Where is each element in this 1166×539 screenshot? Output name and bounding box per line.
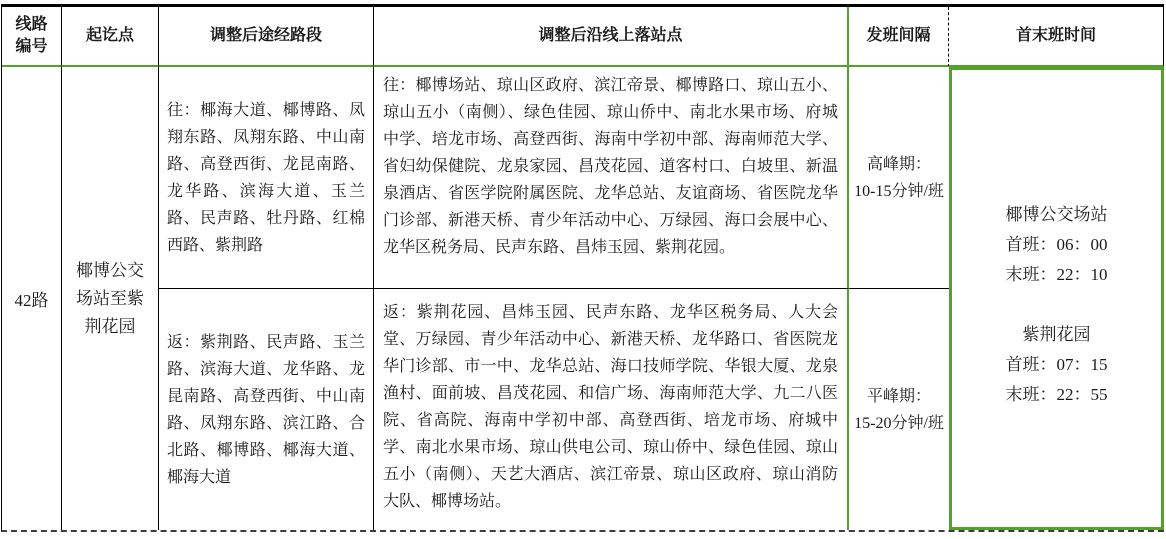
- outbound-stops-text: 往：椰博场站、琼山区政府、滨江帝景、椰博路口、琼山五小、琼山五小（南侧）、绿色佳园、琼山侨中、南北水果市场、府城中学、培龙市场、高登西街、海南中学初中部、海南师范大学、省妇幼保健院、龙泉家园、昌茂花园、道客村口、白坡里、新温泉酒店、省医学院附属医院、龙华总站、友谊商场、省医院龙华门诊部、新港天桥、青少年活动中心、万绿园、海口会展中心、龙华区税务局、民声东路、昌炜玉园、紫荆花园。: [383, 77, 838, 256]
- return-segments-text: 返：紫荆路、民声路、玉兰路、滨海大道、龙华路、龙昆南路、高登西街、中山南路、凤翔东路、滨江路、合北路、椰博路、椰海大道、椰海大道: [167, 333, 365, 486]
- cell-first-last-times: [949, 67, 1164, 530]
- cell-return-stops: [374, 289, 849, 530]
- header-departure-interval: 发班间隔: [849, 7, 949, 67]
- cell-endpoints: 椰博公交场站至紫荆花园: [62, 67, 159, 530]
- cell-return-segments: [159, 289, 374, 530]
- cell-offpeak-interval: [849, 289, 949, 530]
- offpeak-interval-value: 15-20分钟/班: [854, 414, 944, 432]
- terminal-2-schedule: [1006, 320, 1108, 410]
- terminal-2-name: 紫荆花园: [1022, 324, 1091, 344]
- header-first-last-times: 首末班时间: [949, 7, 1164, 67]
- peak-interval-value: 10-15分钟/班: [854, 182, 944, 200]
- outbound-segments-text: 往：椰海大道、椰博路、凤翔东路、凤翔东路、中山南路、高登西街、龙昆南路、龙华路、滨海大道、玉兰路、民声路、牡丹路、红棉西路、紫荆路: [167, 101, 365, 254]
- offpeak-interval-label: 平峰期：: [866, 387, 931, 405]
- terminal-1-first-bus: 首班：06：00: [1005, 234, 1108, 254]
- terminal-1-name: 椰博公交场站: [1005, 204, 1108, 224]
- cell-route-number: 42路: [2, 67, 62, 530]
- peak-interval-label: 高峰期：: [866, 155, 931, 173]
- header-route-number: 线路编号: [2, 7, 62, 67]
- cell-outbound-stops: [374, 67, 849, 289]
- terminal-2-last-bus: 末班：22：55: [1005, 384, 1108, 404]
- bus-route-table: [1, 4, 1164, 532]
- cell-peak-interval: [849, 67, 949, 289]
- terminal-1-schedule: [1006, 200, 1108, 290]
- header-adjusted-stops: 调整后沿线上落站点: [374, 7, 849, 67]
- header-adjusted-segments: 调整后途经路段: [159, 7, 374, 67]
- terminal-1-last-bus: 末班：22：10: [1005, 264, 1108, 284]
- terminal-2-first-bus: 首班：07：15: [1005, 354, 1108, 374]
- header-endpoints: 起讫点: [62, 7, 159, 67]
- cell-outbound-segments: [159, 67, 374, 289]
- return-stops-text: 返：紫荆花园、昌炜玉园、民声东路、龙华区税务局、人大会堂、万绿园、青少年活动中心、新港天桥、龙华路口、省医院龙华门诊部、市一中、龙华总站、海口技师学院、华银大厦、龙泉渔村、面前坡、昌茂花园、和信广场、海南师范大学、九二八医院、省高院、海南中学初中部、高登西街、培龙市场、府城中学、南北水果市场、琼山供电公司、琼山侨中、绿色佳园、琼山五小（南侧）、天艺大酒店、滨江帝景、琼山区政府、琼山消防大队、椰博场站。: [383, 304, 838, 510]
